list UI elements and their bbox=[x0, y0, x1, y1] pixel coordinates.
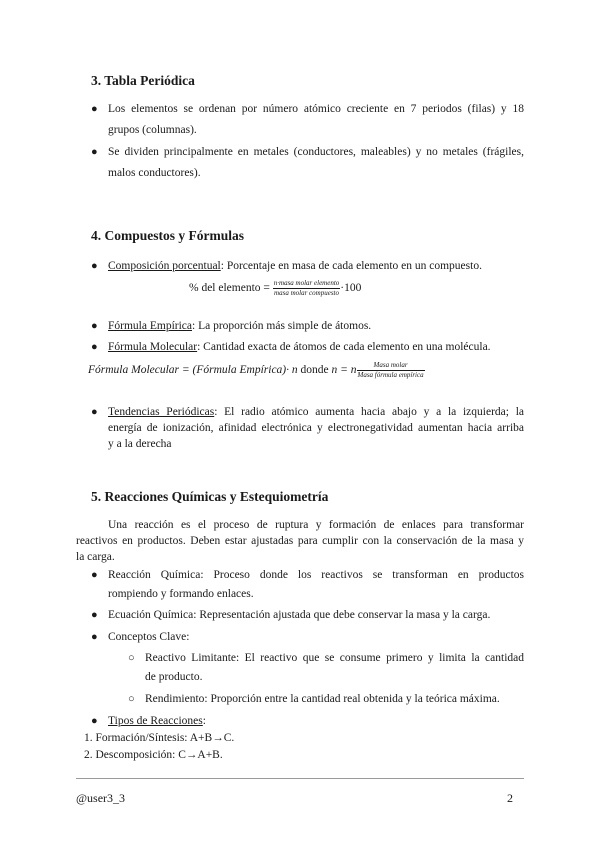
s4-molecular-line bbox=[108, 340, 491, 355]
tendencias-text-1: : El radio atómico aumenta hacia abajo y a la izquierda; la bbox=[214, 406, 525, 418]
s5-bullet1-line1: Reacción Química: Proceso donde los reactivos se transforman en productos bbox=[108, 569, 524, 581]
s4-composicion-line bbox=[108, 259, 482, 274]
s3-bullet2-line1: Se dividen principalmente en metales (conductores, maleables) y no metales (frágiles, bbox=[108, 146, 524, 158]
section-3-heading: 3. Tabla Periódica bbox=[91, 73, 195, 88]
section-4-heading: 4. Compuestos y Fórmulas bbox=[91, 228, 245, 243]
molecular-formula-n: n = n bbox=[331, 364, 357, 377]
molecular-formula bbox=[88, 361, 425, 380]
s5-bullet3: Conceptos Clave: bbox=[108, 631, 190, 643]
percent-formula-lhs: % del elemento = bbox=[189, 282, 270, 295]
circle-bullet-icon: ○ bbox=[128, 693, 135, 705]
composicion-text: : Porcentaje en masa de cada elemento en un compuesto. bbox=[220, 260, 482, 272]
s5-paragraph-line3: la carga. bbox=[76, 551, 115, 563]
page-number: 2 bbox=[507, 791, 513, 805]
percent-fraction-num: n·masa molar elemento bbox=[273, 279, 340, 287]
s3-bullet1-line1: Los elementos se ordenan por número atómico creciente en 7 periodos (filas) y 18 bbox=[108, 103, 524, 115]
circle-bullet-icon: ○ bbox=[128, 652, 135, 664]
molecular-term: Fórmula Molecular bbox=[108, 341, 198, 353]
molecular-fraction bbox=[357, 361, 425, 380]
s5-paragraph-line1: Una reacción es el proceso de ruptura y formación de enlaces para transformar bbox=[108, 519, 524, 531]
s4-empirica-line bbox=[108, 319, 371, 334]
tendencias-term: Tendencias Periódicas bbox=[108, 406, 215, 418]
bullet-icon: ● bbox=[91, 631, 98, 643]
bullet-icon: ● bbox=[91, 103, 98, 115]
s5-paragraph-line2: reactivos en productos. Deben estar ajustadas para cumplir con la conservación de la masa y bbox=[76, 535, 524, 547]
molecular-text: : Cantidad exacta de átomos de cada elemento en una molécula. bbox=[197, 341, 491, 353]
bullet-icon: ● bbox=[91, 406, 98, 418]
footer-username: @user3_3 bbox=[76, 791, 126, 805]
percent-formula-tail: ·100 bbox=[340, 282, 362, 295]
tipos-colon: : bbox=[202, 715, 206, 727]
percent-formula bbox=[189, 279, 361, 298]
percent-fraction bbox=[273, 279, 341, 298]
s5-numbered-1: 1. Formación/Síntesis: A+B→C. bbox=[84, 732, 235, 744]
tipos-term: Tipos de Reacciones bbox=[108, 715, 203, 727]
s5-numbered-2: 2. Descomposición: C→A+B. bbox=[84, 749, 223, 761]
molecular-formula-donde: donde bbox=[300, 364, 329, 377]
section-5-heading: 5. Reacciones Químicas y Estequiometría bbox=[91, 489, 329, 504]
empirica-term: Fórmula Empírica bbox=[108, 320, 192, 332]
s5-subbullet1-line1: Reactivo Limitante: El reactivo que se consume primero y limita la cantidad bbox=[145, 652, 524, 664]
s5-bullet1-line2: rompiendo y formando enlaces. bbox=[108, 588, 254, 600]
s4-tendencias-line2: energía de ionización, afinidad electrónica y electronegatividad aumentan hacia arriba bbox=[108, 422, 524, 434]
s3-bullet1-line2: grupos (columnas). bbox=[108, 124, 197, 136]
s4-tendencias-line3: y a la derecha bbox=[108, 438, 172, 450]
bullet-icon: ● bbox=[91, 609, 98, 621]
s3-bullet2-line2: malos conductores). bbox=[108, 167, 201, 179]
bullet-icon: ● bbox=[91, 260, 98, 272]
molecular-formula-lhs: Fórmula Molecular = (Fórmula Empírica)· n bbox=[88, 364, 298, 377]
empirica-text: : La proporción más simple de átomos. bbox=[192, 320, 372, 332]
bullet-icon: ● bbox=[91, 320, 98, 332]
bullet-icon: ● bbox=[91, 341, 98, 353]
s4-tendencias-line1 bbox=[108, 405, 524, 420]
composicion-term: Composición porcentual bbox=[108, 260, 221, 272]
s5-bullet2: Ecuación Química: Representación ajustada que debe conservar la masa y la carga. bbox=[108, 609, 491, 621]
molecular-fraction-den: Masa fórmula empírica bbox=[357, 371, 424, 379]
bullet-icon: ● bbox=[91, 715, 98, 727]
molecular-fraction-num: Masa molar bbox=[357, 361, 425, 371]
s5-tipos-line bbox=[108, 714, 206, 729]
s5-subbullet2: Rendimiento: Proporción entre la cantidad real obtenida y la teórica máxima. bbox=[145, 693, 500, 705]
s5-subbullet1-line2: de producto. bbox=[145, 671, 203, 683]
bullet-icon: ● bbox=[91, 146, 98, 158]
percent-fraction-den: masa molar compuesto bbox=[274, 289, 339, 297]
bullet-icon: ● bbox=[91, 569, 98, 581]
footer-divider bbox=[76, 778, 524, 779]
